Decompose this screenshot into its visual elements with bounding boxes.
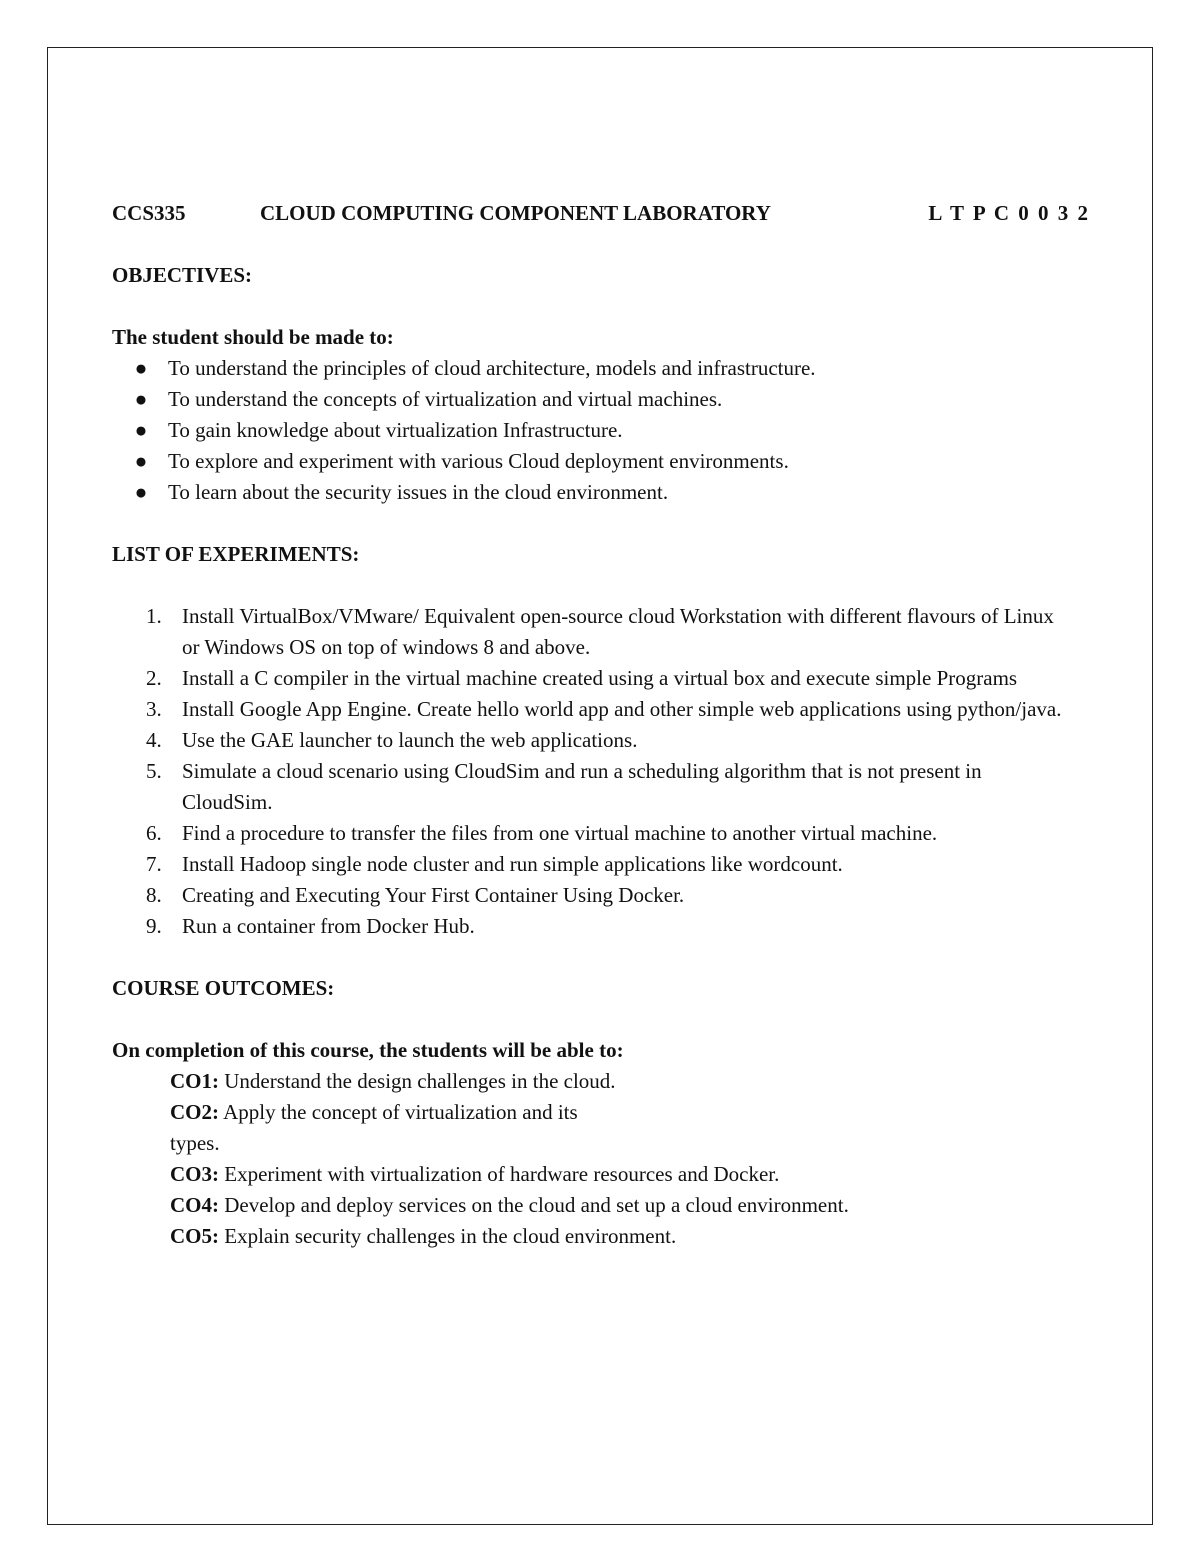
objective-item: ● To gain knowledge about virtualization Infrastructure.: [134, 415, 1102, 446]
outcome-item-continuation: types.: [170, 1131, 220, 1155]
objectives-list: [112, 353, 1102, 508]
experiment-text: Run a container from Docker Hub.: [182, 914, 475, 938]
experiment-number: 3.: [146, 697, 162, 721]
experiment-item: [146, 663, 1066, 694]
bullet-icon: ●: [134, 480, 148, 504]
experiment-text: Install Hadoop single node cluster and run simple applications like wordcount.: [182, 852, 843, 876]
outcome-item: [170, 1159, 930, 1190]
objective-item: ● To learn about the security issues in the cloud environment.: [134, 477, 1102, 508]
experiment-item: [146, 756, 1066, 818]
experiment-number: 9.: [146, 914, 162, 938]
bullet-icon: ●: [134, 449, 148, 473]
outcome-text: Understand the design challenges in the cloud.: [224, 1069, 616, 1093]
objective-item: ● To understand the principles of cloud architecture, models and infrastructure.: [134, 353, 1102, 384]
objective-item: ● To understand the concepts of virtualization and virtual machines.: [134, 384, 1102, 415]
experiment-item: [146, 694, 1066, 725]
experiment-number: 8.: [146, 883, 162, 907]
experiment-text: Install Google App Engine. Create hello world app and other simple web applications using python/java.: [182, 697, 1062, 721]
experiment-number: 1.: [146, 604, 162, 628]
experiment-text: Creating and Executing Your First Container Using Docker.: [182, 883, 685, 907]
outcome-code: CO5:: [170, 1224, 219, 1248]
outcome-item: [170, 1221, 930, 1252]
experiment-number: 4.: [146, 728, 162, 752]
outcome-code: CO4:: [170, 1193, 219, 1217]
experiment-item: [146, 880, 1066, 911]
experiment-item: [146, 818, 1066, 849]
experiment-number: 7.: [146, 852, 162, 876]
experiment-text: Simulate a cloud scenario using CloudSim and run a scheduling algorithm that is not present in CloudSim.: [182, 759, 982, 814]
objectives-heading: OBJECTIVES:: [112, 263, 253, 287]
ltpc-credits: L T P C 0 0 3 2: [928, 201, 1090, 225]
experiment-text: Find a procedure to transfer the files from one virtual machine to another virtual machine.: [182, 821, 938, 845]
experiment-text: Install VirtualBox/VMware/ Equivalent open-source cloud Workstation with different flavours of Linux or Windows OS on top of windows 8 and above.: [182, 604, 1054, 659]
document-body: [112, 198, 1102, 1252]
outcome-text: Experiment with virtualization of hardware resources and Docker.: [224, 1162, 780, 1186]
outcome-text: Develop and deploy services on the cloud and set up a cloud environment.: [224, 1193, 849, 1217]
course-title: CLOUD COMPUTING COMPONENT LABORATORY: [260, 201, 771, 225]
experiment-number: 2.: [146, 666, 162, 690]
course-code: CCS335: [112, 201, 186, 225]
experiment-number: 5.: [146, 759, 162, 783]
experiment-number: 6.: [146, 821, 162, 845]
experiment-item: [146, 725, 1066, 756]
outcome-code: CO3:: [170, 1162, 219, 1186]
outcome-text: Explain security challenges in the cloud environment.: [224, 1224, 677, 1248]
outcome-item: [170, 1097, 930, 1128]
course-header: [112, 198, 1102, 229]
bullet-icon: ●: [134, 387, 148, 411]
bullet-icon: ●: [134, 418, 148, 442]
objectives-intro: The student should be made to:: [112, 325, 394, 349]
outcomes-heading: COURSE OUTCOMES:: [112, 976, 335, 1000]
bullet-icon: ●: [134, 356, 148, 380]
outcome-code: CO1:: [170, 1069, 219, 1093]
experiment-text: Use the GAE launcher to launch the web applications.: [182, 728, 638, 752]
outcome-item: [170, 1066, 930, 1097]
outcome-item: [170, 1190, 930, 1221]
experiments-list: [112, 601, 1066, 942]
experiment-item: [146, 911, 1066, 942]
experiments-heading: LIST OF EXPERIMENTS:: [112, 542, 360, 566]
objective-item: ● To explore and experiment with various Cloud deployment environments.: [134, 446, 1102, 477]
experiment-text: Install a C compiler in the virtual machine created using a virtual box and execute simple Programs: [182, 666, 1018, 690]
experiment-item: [146, 601, 1066, 663]
outcomes-intro: On completion of this course, the students will be able to:: [112, 1038, 624, 1062]
outcomes-list: [112, 1066, 930, 1252]
outcome-text: Apply the concept of virtualization and its: [223, 1100, 578, 1124]
experiment-item: [146, 849, 1066, 880]
outcome-code: CO2:: [170, 1100, 219, 1124]
